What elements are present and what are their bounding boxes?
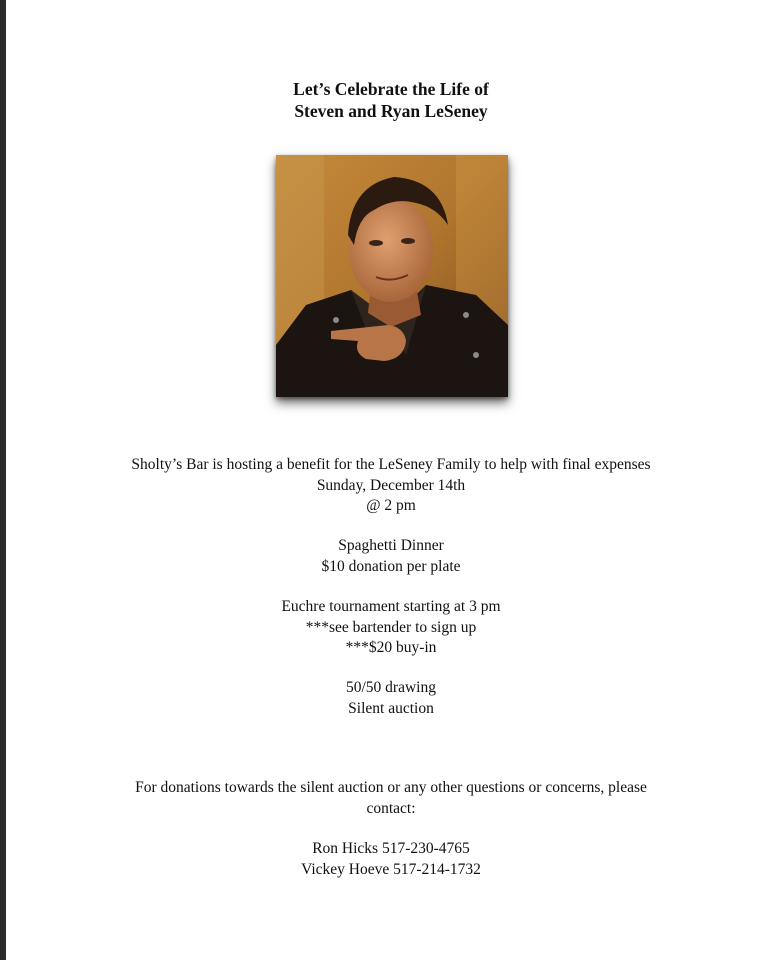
title-line-2: Steven and Ryan LeSeney: [294, 101, 488, 121]
dinner-name: Spaghetti Dinner: [338, 537, 444, 554]
contact-line-1: For donations towards the silent auction or any other questions or concerns, please: [135, 779, 647, 796]
euchre-line-1: Euchre tournament starting at 3 pm: [281, 598, 501, 615]
drawing-line: 50/50 drawing: [346, 679, 436, 696]
host-line: Sholty’s Bar is hosting a benefit for the LeSeney Family to help with final expenses: [131, 456, 651, 473]
auction-line: Silent auction: [348, 699, 434, 717]
flyer-title: [6, 78, 758, 122]
title-line-1: Let’s Celebrate the Life of: [293, 79, 489, 99]
event-details: [6, 455, 758, 517]
contact-intro: [6, 778, 758, 819]
dinner-price: $10 donation per plate: [321, 557, 461, 575]
contact-line-2: contact:: [366, 799, 416, 817]
event-time: @ 2 pm: [366, 497, 416, 514]
dinner-details: [6, 536, 758, 577]
euchre-details: [6, 597, 758, 659]
extras-details: [6, 678, 758, 719]
flyer-page: [6, 0, 758, 960]
event-date: Sunday, December 14th: [316, 476, 466, 494]
contact-people: [6, 839, 758, 880]
euchre-line-3: ***$20 buy-in: [345, 639, 437, 656]
euchre-line-2: ***see bartender to sign up: [305, 618, 477, 636]
memorial-photo: [276, 155, 508, 397]
contact-person-2: Vickey Hoeve 517-214-1732: [301, 860, 481, 878]
contact-person-1: Ron Hicks 517-230-4765: [312, 840, 470, 857]
